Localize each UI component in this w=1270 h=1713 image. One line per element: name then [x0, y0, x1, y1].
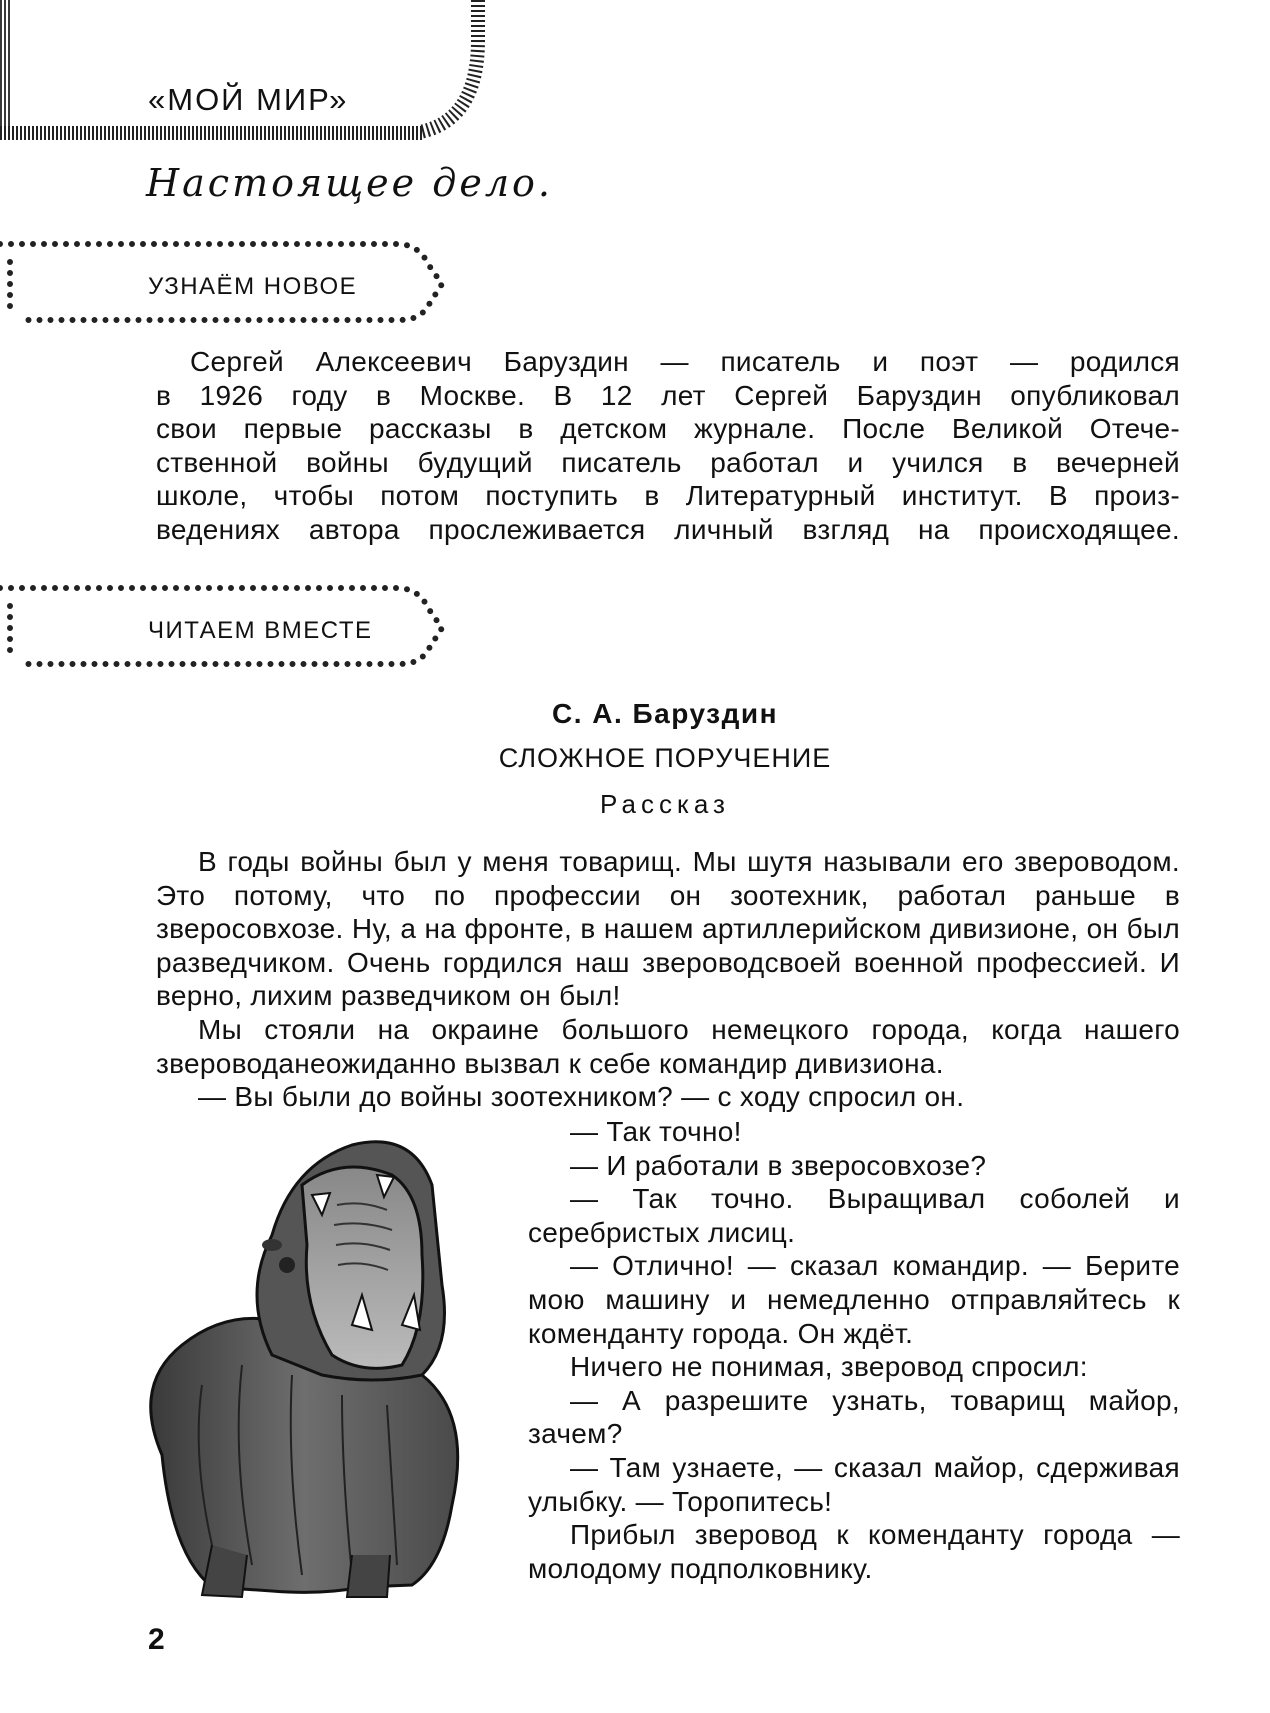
dialogue-line: — И работали в зверосовхозе?: [570, 1149, 987, 1181]
hippo-illustration-icon: [122, 1125, 492, 1605]
read-together-label: ЧИТАЕМ ВМЕСТЕ: [148, 617, 373, 644]
page-number: 2: [148, 1623, 165, 1656]
bio-line: школе, чтобы потом поступить в Литературный институт. В произ-: [156, 480, 1180, 512]
dialogue-line: — Там узнаете, — сказал майор, сдерживая улыбку. — Торопитесь!: [528, 1451, 1180, 1517]
story-title: СЛОЖНОЕ ПОРУЧЕНИЕ: [498, 743, 832, 773]
author-bio: [156, 345, 1180, 547]
story-text: [156, 845, 1180, 1114]
section-title: «МОЙ МИР»: [148, 82, 349, 117]
story-genre: Рассказ: [600, 789, 730, 819]
dialogue-line: — Отлично! — сказал командир. — Берите мою машину и немедленно отправляйтесь к коменданту города. Он ждёт.: [528, 1250, 1180, 1349]
story-paragraph: Мы стояли на окраине большого немецкого города, когда нашего звероводанеожиданно вызвал к себе командир дивизиона.: [156, 1013, 1180, 1079]
dialogue-line: — Так точно. Выращивал соболей и серебристых лисиц.: [528, 1183, 1180, 1248]
bio-line: в 1926 году в Москве. В 12 лет Сергей Баруздин опубликовал: [156, 379, 1180, 411]
story-paragraph: В годы войны был у меня товарищ. Мы шутя называли его звероводом. Это потому, что по профессии он зоотехник, работал раньше в зверосовхозе. Ну, а на фронте, в нашем артиллерийском дивизионе, он был разведчиком. Очень гордился наш звероводсвоей военной профессией. И верно, лихим разведчиком он был!: [156, 846, 1180, 1012]
bio-line: свои первые рассказы в детском журнале. После Великой Отече-: [156, 413, 1180, 445]
story-author: С. А. Баруздин: [551, 698, 778, 729]
header-tab-frame: [0, 0, 540, 150]
bio-line: Сергей Алексеевич Баруздин — писатель и поэт — родился: [190, 346, 1180, 377]
dialogue-line: Ничего не понимая, зверовод спросил:: [570, 1351, 1088, 1383]
bio-line: ственной войны будущий писатель работал и учился в вечерней: [156, 446, 1180, 478]
story-paragraph: — Вы были до войны зоотехником? — с ходу спросил он.: [198, 1081, 965, 1113]
chapter-subtitle: Настоящее дело.: [146, 161, 553, 205]
dialogue-line: Прибыл зверовод к коменданту города — молодому подполковнику.: [528, 1519, 1180, 1584]
dialogue-line: — Так точно!: [570, 1116, 742, 1147]
learn-new-label: УЗНАЁМ НОВОЕ: [148, 273, 358, 300]
dialogue-line: — А разрешите узнать, товарищ майор, зачем?: [528, 1384, 1180, 1450]
bio-line: ведениях автора прослеживается личный взгляд на происходящее.: [156, 513, 1180, 545]
story-dialogue: [528, 1115, 1180, 1585]
